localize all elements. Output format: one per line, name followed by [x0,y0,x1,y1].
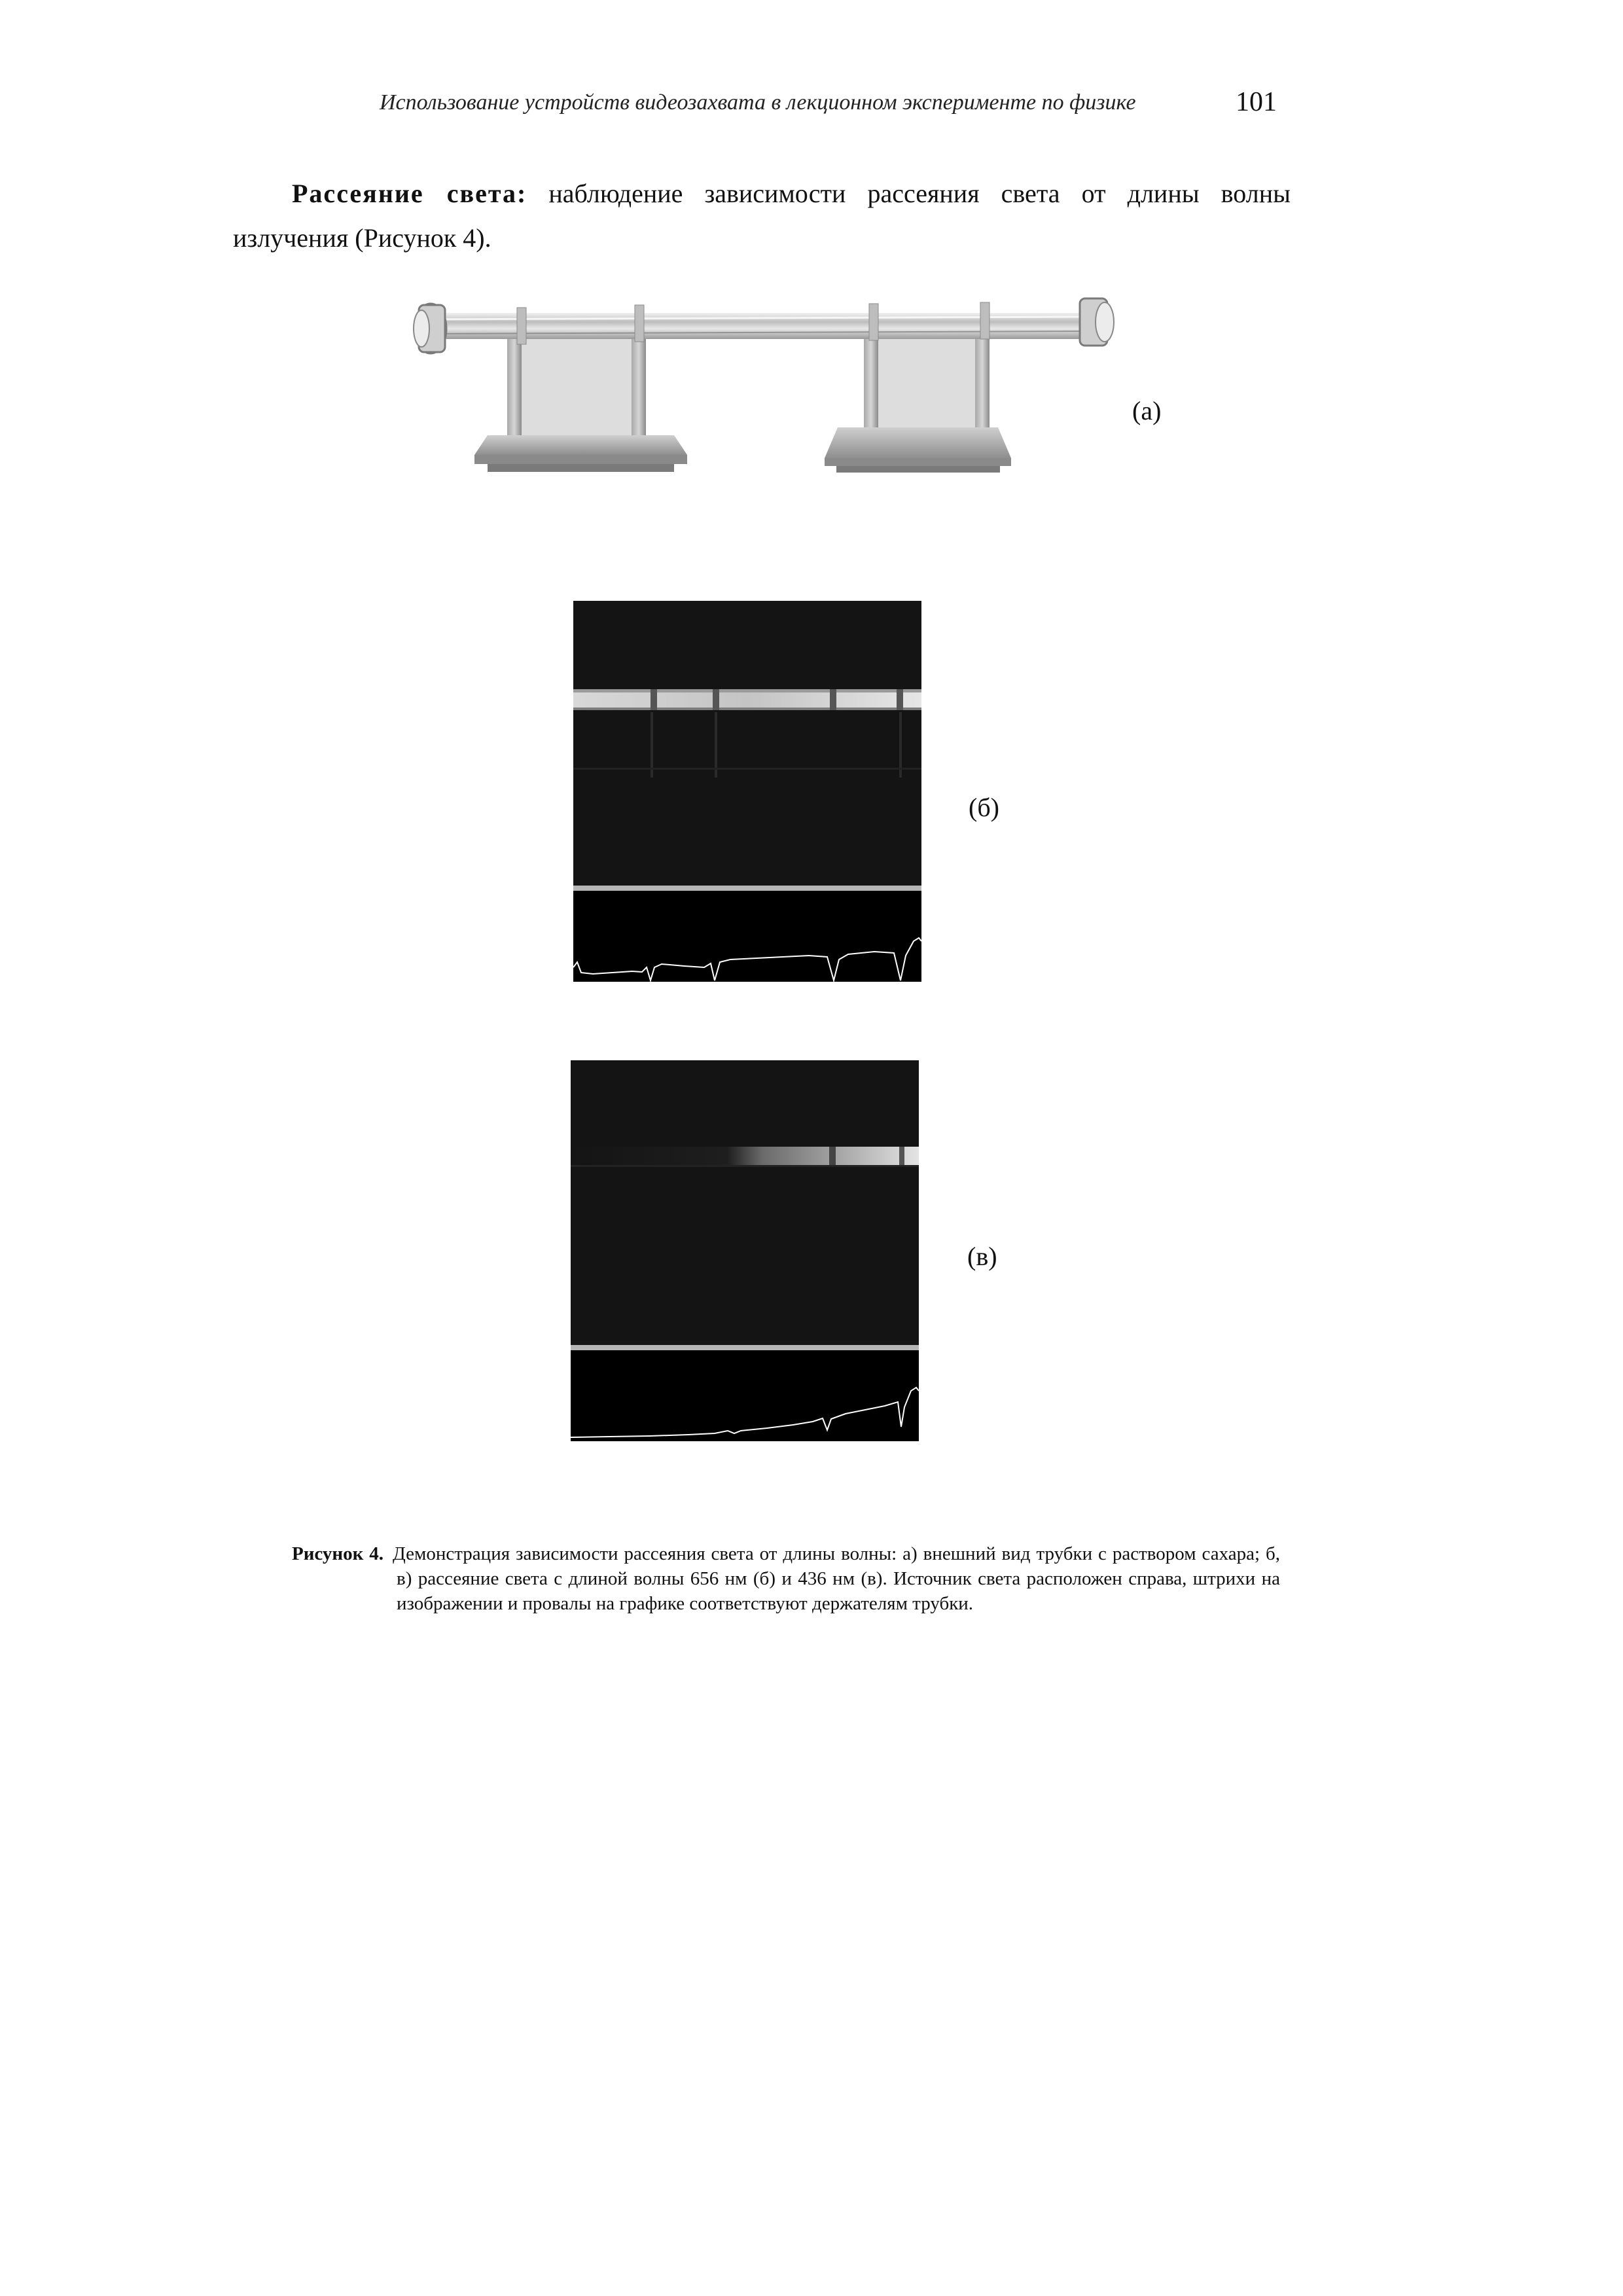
tube-photo [399,288,1132,478]
scatter-image-b [573,601,921,982]
caption-lead: Рисунок 4. [292,1543,384,1564]
figure-caption [292,1541,1280,1616]
intro-paragraph [233,171,1291,260]
panel-label-a: (а) [1132,396,1162,425]
left-stand [474,337,687,472]
glass-tube [425,302,1086,344]
intro-text: наблюдение зависимости рассеяния света от длины волны излучения (Рисунок 4). [233,179,1291,253]
scatter-image-c [571,1060,919,1441]
left-end-cap [414,304,446,353]
page-number: 101 [1236,87,1277,117]
right-end-cap [1080,298,1114,346]
right-stand [825,334,1011,473]
caption-text: Демонстрация зависимости рассеяния света от длины волны: а) внешний вид трубки с раствором сахара; б, в) рассеяние света с длиной волны 656 нм (б) и 436 нм (в). Источник света расположен справа, штрихи на изображении и провалы на графике соответствуют держателям трубки. [393,1543,1280,1614]
panel-label-c: (в) [967,1242,997,1271]
intro-lead: Рассеяние света: [292,179,527,208]
running-head: Использование устройств видеозахвата в лекционном эксперименте по физике [380,90,1136,115]
panel-label-b: (б) [969,793,999,822]
